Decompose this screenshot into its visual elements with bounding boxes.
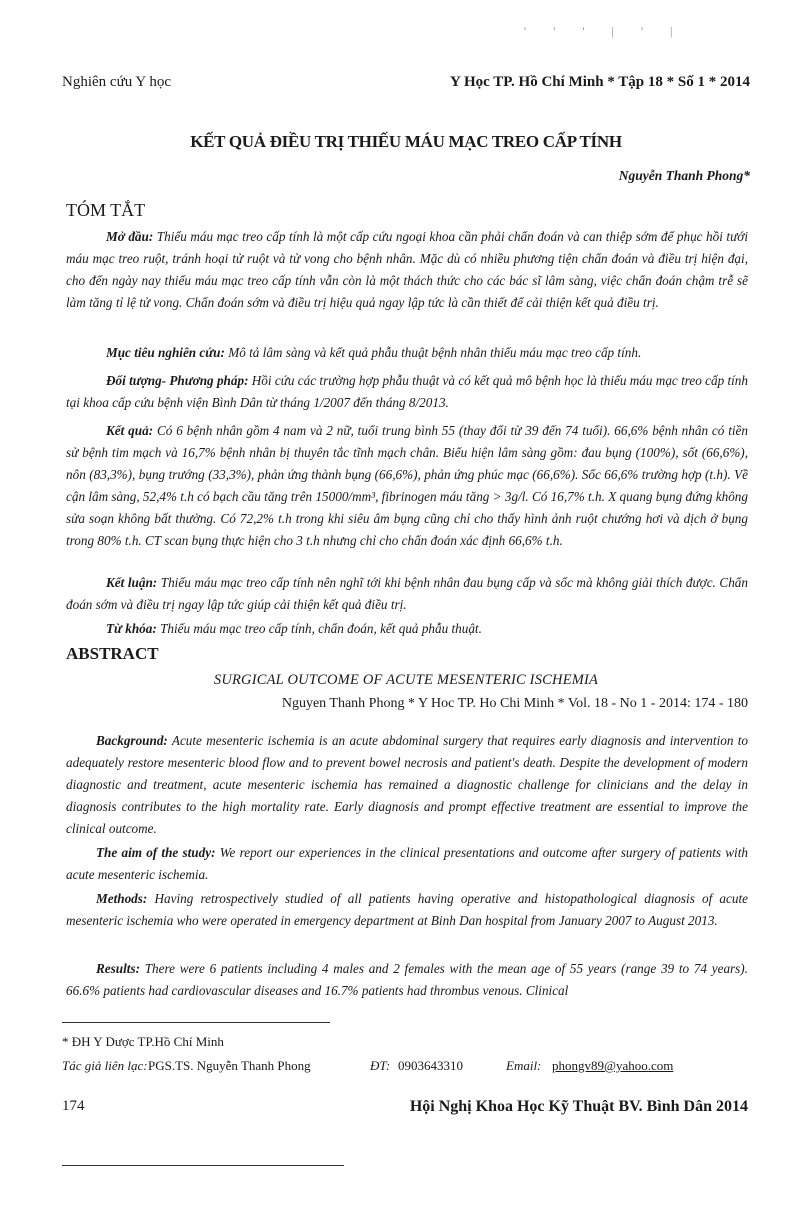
paragraph-text: Acute mesenteric ischemia is an acute abdominal surgery that requires early diagnosis and intervention to adequately restore mesenteric blood flow and to prevent bowel necrosis and patient's death. Despite the development of modern diagnostic and treatment, acute mesenteric ischemia has remained a diagnostic challenge for clinicians and the delay in diagnosis contributes to the high mortality rate. Early diagnosis and prompt effective treatment are essential to improve the clinical outcome.	[66, 733, 748, 836]
en-article-title: SURGICAL OUTCOME OF ACUTE MESENTERIC ISCHEMIA	[213, 672, 599, 688]
paragraph-label: Mục tiêu nghiên cứu:	[106, 345, 225, 360]
paragraph-label: Mở đầu:	[106, 229, 154, 244]
paragraph-text: Mô tả lâm sàng và kết quả phẫu thuật bệnh nhân thiếu máu mạc treo cấp tính.	[224, 345, 642, 360]
en-paragraph-aim	[66, 842, 748, 886]
vn-abstract-heading: TÓM TẮT	[66, 200, 146, 220]
vn-paragraph-results	[66, 420, 748, 552]
email-label: Email:	[506, 1058, 542, 1073]
paragraph-label: Từ khóa:	[106, 621, 157, 636]
footnote-affiliation: * ĐH Y Dược TP.Hồ Chí Minh	[62, 1034, 224, 1049]
en-paragraph-background	[66, 730, 748, 840]
author-name: Nguyễn Thanh Phong*	[618, 168, 750, 183]
footnote-divider	[62, 1022, 330, 1023]
vn-paragraph-background	[66, 226, 748, 314]
paragraph-label: Kết quả:	[106, 423, 154, 438]
phone-label: ĐT:	[370, 1058, 391, 1073]
paragraph-text: Thiếu máu mạc treo cấp tính nên nghĩ tới khi bệnh nhân đau bụng cấp và sốc mà không giải thích được. Chẩn đoán sớm và điều trị ngay lập tức giúp cải thiện kết quả điều trị.	[66, 575, 748, 612]
paragraph-text: Having retrospectively studied of all patients having operative and histopathological diagnosis of acute mesenteric ischemia who were operated in emergency department at Binh Dan hospital from January 2007 to August 2013.	[66, 891, 748, 928]
vn-paragraph-objective	[66, 342, 748, 364]
vn-paragraph-methods	[66, 370, 748, 414]
paragraph-text: Thiếu máu mạc treo cấp tính là một cấp cứu ngoại khoa cần phải chẩn đoán và can thiệp sớm để phục hồi tưới máu mạc treo ruột, tránh hoại tử ruột và tử vong cho bệnh nhân. Mặc dù có nhiều phương tiện chẩn đoán và điều trị hiện đại, cho đến ngày nay thiếu máu mạc treo cấp tính vẫn còn là một thách thức cho các bác sĩ lâm sàng, việc chẩn đoán chậm trễ sẽ làm tăng tỉ lệ tử vong. Chẩn đoán sớm và điều trị hiệu quả ngay lập tức là cần thiết để cải thiện kết quả điều trị.	[66, 229, 748, 310]
paragraph-text: We report our experiences in the clinical presentations and outcome after surgery of patients with acute mesenteric ischemia.	[66, 845, 748, 882]
paragraph-label: Background:	[96, 733, 168, 748]
en-abstract-heading: ABSTRACT	[66, 644, 159, 663]
bottom-divider	[62, 1165, 344, 1166]
en-paragraph-methods	[66, 888, 748, 932]
email-link[interactable]: phongv89@yahoo.com	[552, 1058, 674, 1073]
paragraph-label: Methods:	[96, 891, 148, 906]
paragraph-text: Có 6 bệnh nhân gồm 4 nam và 2 nữ, tuổi trung bình 55 (thay đổi từ 39 đến 74 tuổi). 66,6% bệnh nhân có tiền sử bệnh tim mạch và 16,7% bệnh nhân bị thuyên tắc tĩnh mạch chân. Biểu hiện lâm sàng gồm: đau bụng (100%), sốt (66,6%), nôn (83,3%), bụng trướng (33,3%), phản ứng thành bụng (66,6%), phản ứng phúc mạc (66,6%). Sốc 66,6% trường hợp (t.h). Về cận lâm sàng, 52,4% t.h có bạch cầu tăng trên 15000/mm³, fibrinogen máu tăng > 3g/l. Có 16,7% t.h. X quang bụng đứng không sửa soạn không bất thường. Có 72,2% t.h trong khi siêu âm bụng cũng chỉ cho thấy hình ảnh ruột chướng hơi và dịch ở bụng trong 80% t.h. CT scan bụng thực hiện cho 3 t.h nhưng chỉ cho chẩn đoán xác định 66,6% t.h.	[66, 423, 748, 548]
scan-marks: ' ' ' | ' |	[524, 24, 685, 38]
article-title: KẾT QUẢ ĐIỀU TRỊ THIẾU MÁU MẠC TREO CẤP TÍNH	[190, 132, 622, 151]
paragraph-label: Results:	[96, 961, 140, 976]
paragraph-text: Thiếu máu mạc treo cấp tính, chẩn đoán, kết quả phẫu thuật.	[156, 621, 482, 636]
vn-paragraph-keywords	[66, 618, 748, 640]
journal-citation-header: Y Học TP. Hồ Chí Minh * Tập 18 * Số 1 * 2014	[449, 74, 750, 90]
journal-section-label: Nghiên cứu Y học	[62, 74, 172, 90]
conference-name: Hội Nghị Khoa Học Kỹ Thuật BV. Bình Dân 2014	[409, 1098, 748, 1115]
vn-paragraph-conclusion	[66, 572, 748, 616]
paragraph-label: The aim of the study:	[96, 845, 216, 860]
paragraph-text: Hồi cứu các trường hợp phẫu thuật và có kết quả mô bệnh học là thiếu máu mạc treo cấp tính tại khoa cấp cứu bệnh viện Bình Dân từ tháng 1/2007 đến tháng 8/2013.	[66, 373, 748, 410]
page-number: 174	[62, 1098, 85, 1114]
contact-label: Tác giả liên lạc:	[62, 1058, 148, 1073]
paragraph-text: There were 6 patients including 4 males and 2 females with the mean age of 55 years (range 39 to 74 years). 66.6% patients had cardiovascular diseases and 16.7% patients had thrombus venous. Clinical	[66, 961, 748, 998]
en-citation: Nguyen Thanh Phong * Y Hoc TP. Ho Chi Minh * Vol. 18 - No 1 - 2014: 174 - 180	[281, 696, 748, 711]
en-paragraph-results	[66, 958, 748, 1002]
contact-name: PGS.TS. Nguyễn Thanh Phong	[148, 1058, 311, 1073]
paragraph-label: Kết luận:	[106, 575, 158, 590]
phone-number: 0903643310	[398, 1058, 463, 1073]
paragraph-label: Đối tượng- Phương pháp:	[106, 373, 249, 388]
